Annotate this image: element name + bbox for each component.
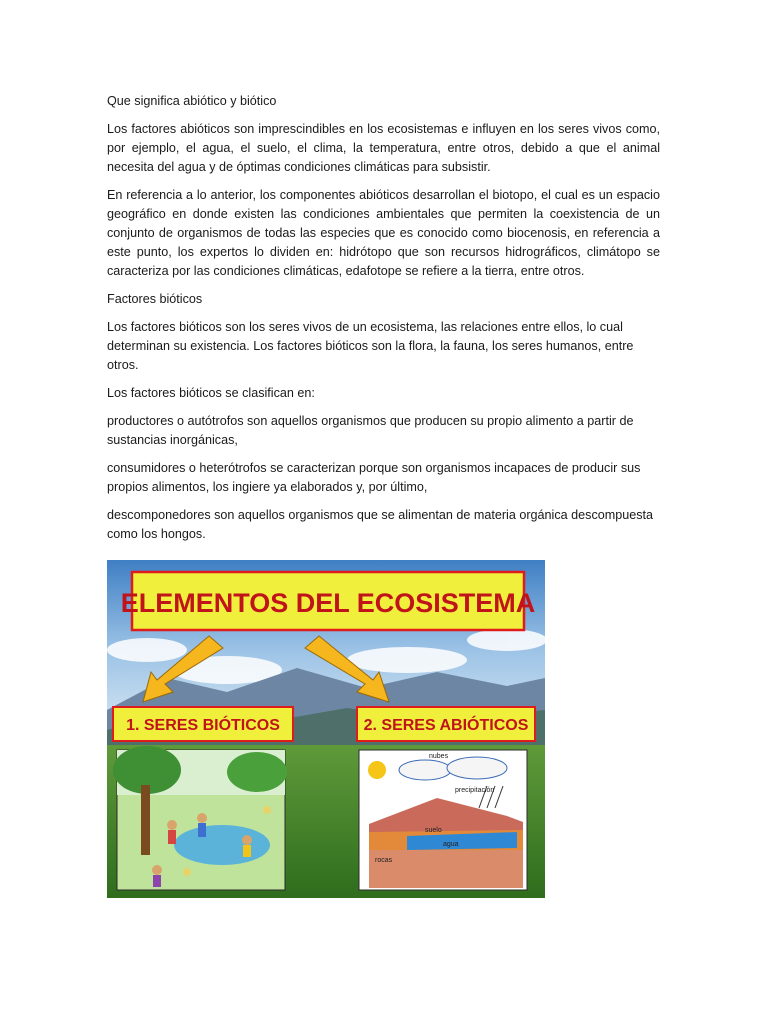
heading-abiotic-biotic: Que significa abiótico y biótico bbox=[107, 94, 277, 108]
label-clouds: nubes bbox=[429, 753, 449, 760]
paragraph-producers: productores o autótrofos son aquellos organismos que producen su propio alimento a partir de sustancias inorgánicas, bbox=[107, 414, 634, 447]
sun-icon bbox=[368, 761, 386, 779]
document-body bbox=[107, 92, 660, 553]
ecosystem-figure bbox=[107, 560, 545, 898]
paragraph-consumers: consumidores o heterótrofos se caracterizan porque son organismos incapaces de producir sus propios alimentos, los ingiere ya elaborados y, por último, bbox=[107, 461, 641, 494]
paragraph-classification: Los factores bióticos se clasifican en: bbox=[107, 386, 315, 400]
paragraph-decomposers: descomponedores son aquellos organismos que se alimentan de materia orgánica descompuesta como los hongos. bbox=[107, 508, 654, 541]
label-precipitation: precipitación bbox=[455, 787, 495, 794]
label-soil: suelo bbox=[425, 827, 442, 834]
biotic-label: 1. SERES BIÓTICOS bbox=[126, 717, 280, 734]
title-box bbox=[121, 572, 536, 630]
abiotic-box bbox=[357, 707, 535, 741]
abiotic-illustration bbox=[359, 750, 527, 890]
paragraph-abiotic-factors: Los factores abióticos son imprescindibles en los ecosistemas e influyen en los seres vivos como, por ejemplo, el agua, el suelo, el clima, la temperatura, entre otros, debido a que el animal necesita del agua y de óptimas condiciones climáticas para subsistir. bbox=[107, 122, 660, 174]
label-rocks: rocas bbox=[375, 857, 393, 864]
paragraph-biotic-factors: Los factores bióticos son los seres vivos de un ecosistema, las relaciones entre ellos, lo cual determinan su existencia. Los factores bióticos son la flora, la fauna, los seres humanos, entre otros. bbox=[107, 320, 634, 372]
figure-title: ELEMENTOS DEL ECOSISTEMA bbox=[120, 588, 536, 618]
label-water: agua bbox=[443, 841, 459, 848]
abiotic-label: 2. SERES ABIÓTICOS bbox=[363, 717, 529, 734]
ecosystem-illustration bbox=[107, 560, 545, 898]
biotic-box bbox=[113, 707, 293, 741]
paragraph-biotope: En referencia a lo anterior, los componentes abióticos desarrollan el biotopo, el cual es un espacio geográfico en donde existen las condiciones ambientales que permiten la coexistencia de un conjunto de organismos de todas las especies que es conocido como biocenosis, en referencia a este punto, los expertos lo dividen en: hidrótopo que son recursos hidrográficos, climátopo se caracteriza por las condiciones climáticas, edafotope se refiere a la tierra, entre otros. bbox=[107, 188, 660, 278]
biotic-illustration bbox=[113, 746, 287, 890]
heading-biotic-factors: Factores bióticos bbox=[107, 292, 203, 306]
